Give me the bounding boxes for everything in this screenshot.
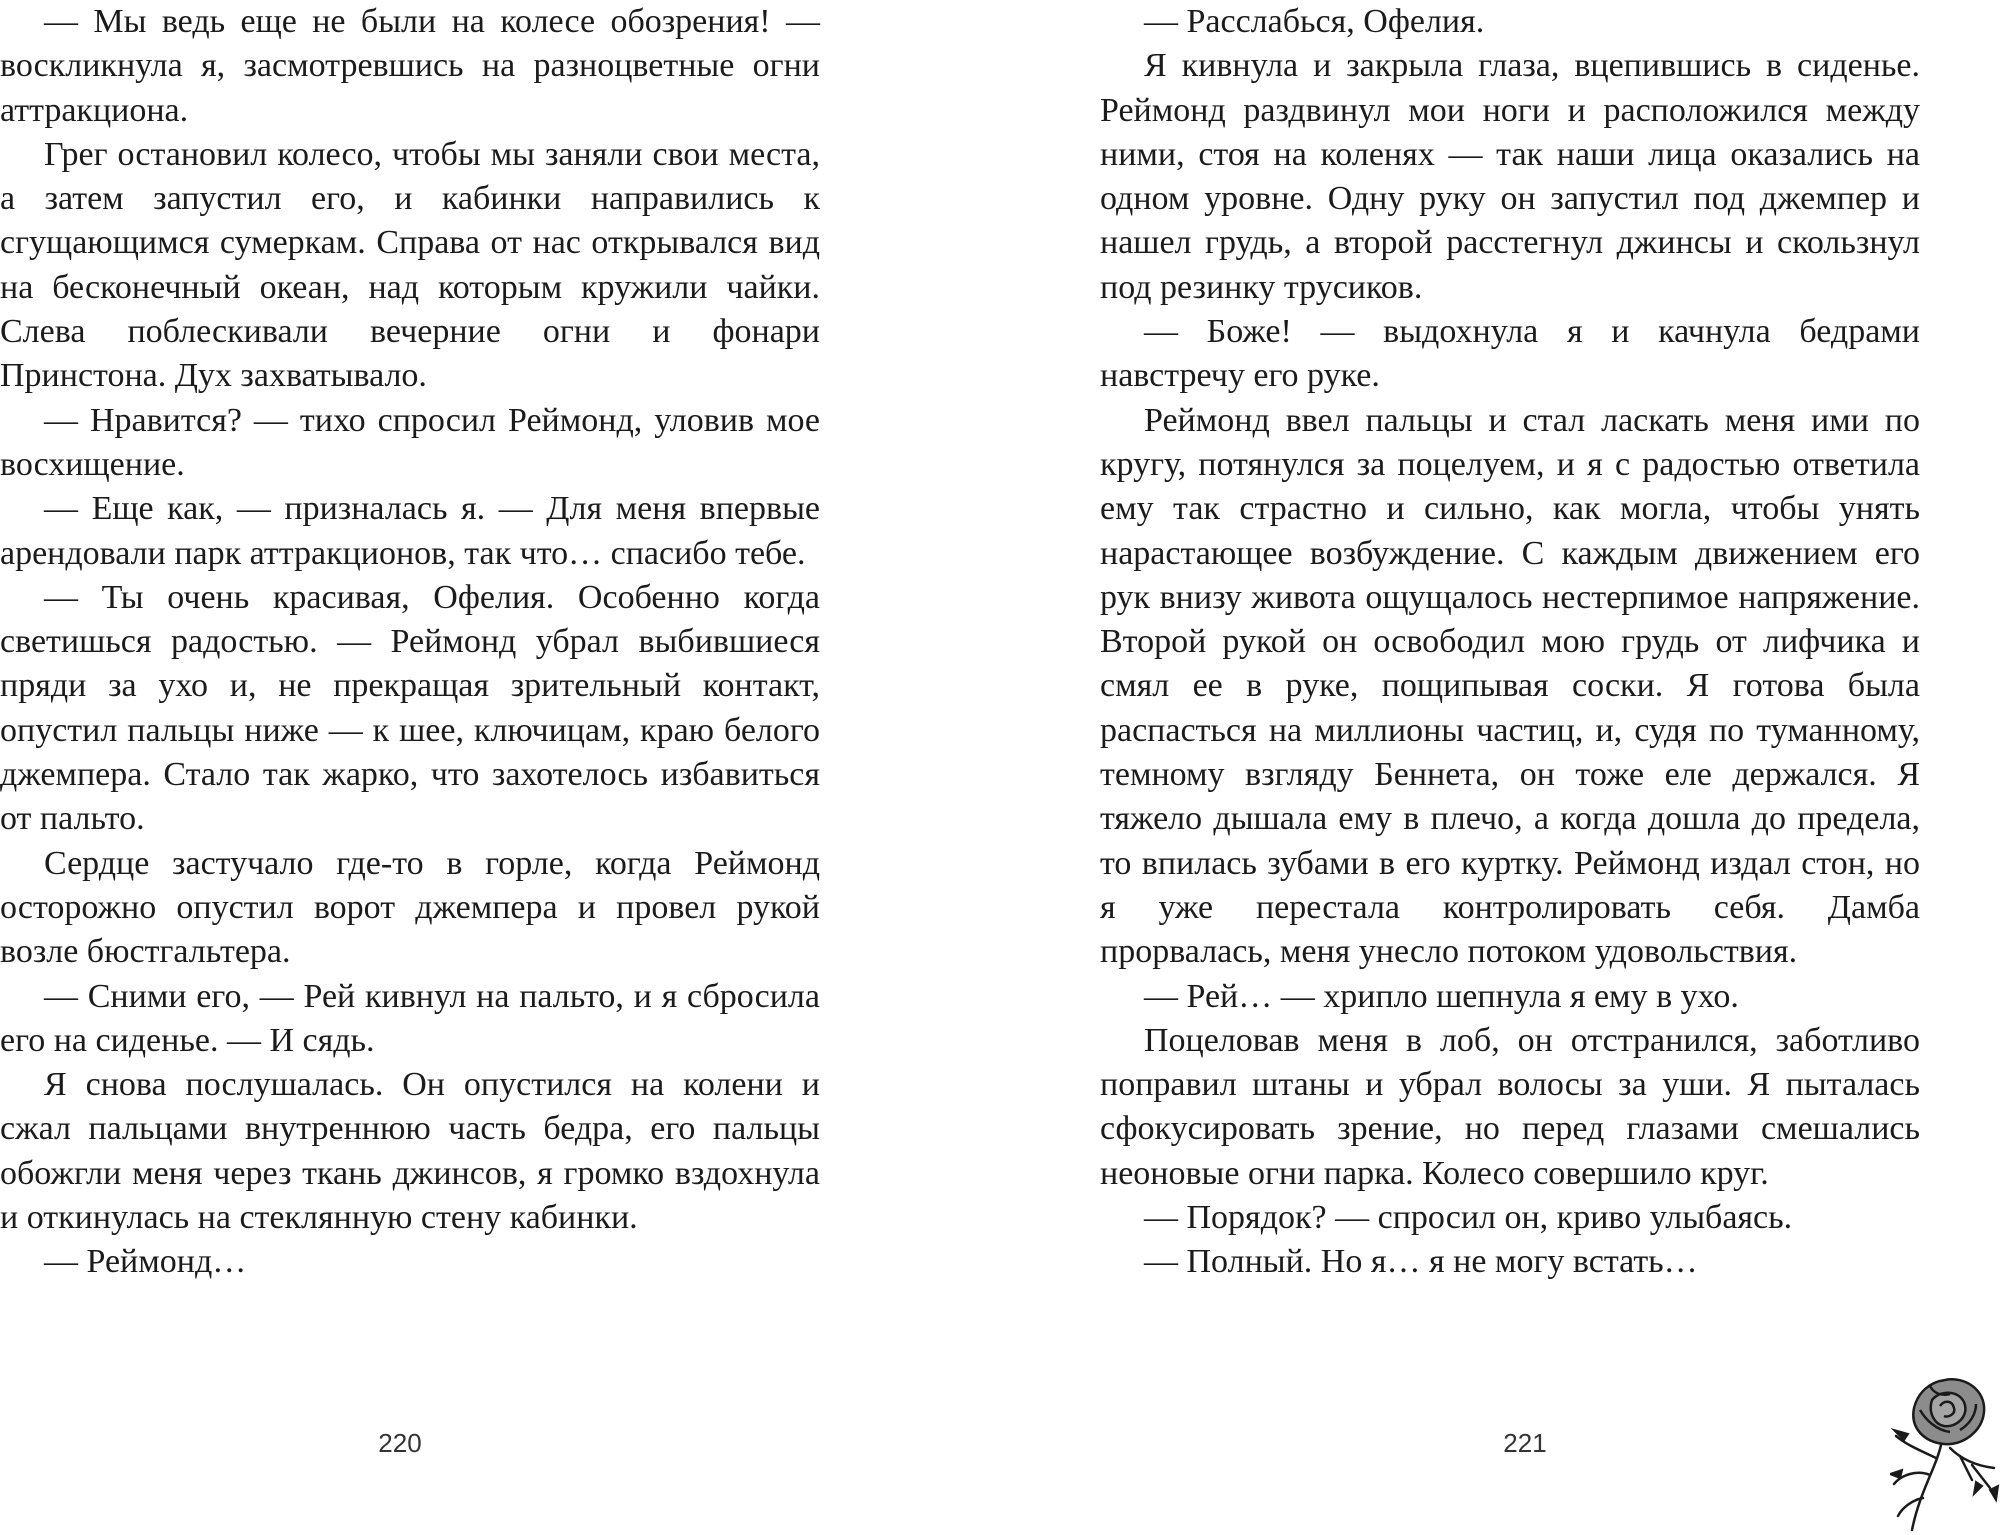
- paragraph: — Еще как, — призналась я. — Для меня впервые арендовали парк аттракционов, так что… спасибо тебе.: [0, 490, 820, 572]
- paragraph: — Порядок? — спросил он, криво улыбаясь.: [1144, 1199, 1793, 1237]
- right-page: [1100, 0, 1920, 1458]
- paragraph: — Сними его, — Рей кивнул на пальто, и я сбросила его на сиденье. — И сядь.: [0, 977, 820, 1059]
- paragraph: Грег остановил колесо, чтобы мы заняли свои места, а затем запустил его, и кабинки направились к сгущающимся сумеркам. Справа от нас открывался вид на бесконечный океан, над которым кружили чайки. Слева поблескивали вечерние огни и фонари Принстона. Дух захватывало.: [0, 135, 820, 395]
- paragraph: — Реймонд…: [44, 1243, 247, 1281]
- paragraph: Я кивнула и закрыла глаза, вцепившись в сиденье. Реймонд раздвинул мои ноги и расположился между ними, стоя на коленях — так наши лица оказались на одном уровне. Одну руку он запустил под джемпер и нашел грудь, а второй расстегнул джинсы и скользнул под резинку трусиков.: [1100, 47, 1920, 306]
- paragraph: — Ты очень красивая, Офелия. Особенно когда светишься радостью. — Реймонд убрал выбившиеся пряди за ухо и, не прекращая зрительный контакт, опустил пальцы ниже — к шее, ключицам, краю белого джемпера. Стало так жарко, что захотелось избавиться от пальто.: [0, 578, 820, 838]
- paragraph: Я снова послушалась. Он опустился на колени и сжал пальцами внутреннюю часть бедра, его пальцы обожгли меня через ткань джинсов, я громко вздохнула и откинулась на стеклянную стену кабинки.: [0, 1066, 820, 1237]
- paragraph: — Нравится? — тихо спросил Реймонд, уловив мое восхищение.: [0, 401, 820, 483]
- page-number: 220: [378, 1428, 422, 1458]
- paragraph: — Расслабься, Офелия.: [1144, 3, 1485, 40]
- left-page-text: [0, 0, 820, 1285]
- right-page-text: [1100, 0, 1920, 1285]
- left-page: [0, 0, 820, 1458]
- paragraph: — Мы ведь еще не были на колесе обозрения! — воскликнула я, засмотревшись на разноцветные огни аттракциона.: [0, 3, 820, 129]
- paragraph: Поцеловав меня в лоб, он отстранился, заботливо поправил штаны и убрал волосы за уши. Я пыталась сфокусировать зрение, но перед глазами смешались неоновые огни парка. Колесо совершило круг.: [1100, 1021, 1920, 1192]
- paragraph: — Полный. Но я… я не могу встать…: [1144, 1243, 1698, 1281]
- page-number: 221: [1503, 1428, 1547, 1458]
- paragraph: — Боже! — выдохнула я и качнула бедрами навстречу его руке.: [1100, 313, 1920, 395]
- rose-icon: [1890, 1370, 2000, 1535]
- paragraph: — Рей… — хрипло шепнула я ему в ухо.: [1144, 977, 1739, 1015]
- paragraph: Сердце застучало где-то в горле, когда Реймонд осторожно опустил ворот джемпера и провел рукой возле бюстгальтера.: [0, 844, 820, 971]
- paragraph: Реймонд ввел пальцы и стал ласкать меня ими по кругу, потянулся за поцелуем, и я с радостью ответила ему так страстно и сильно, как могла, чтобы унять нарастающее возбуждение. С каждым движением его рук внизу живота ощущалось нестерпимое напряжение. Второй рукой он освободил мою грудь от лифчика и смял ее в руке, пощипывая соски. Я готова была распасться на миллионы частиц, и, судя по туманному, темному взгляду Беннета, он тоже еле держался. Я тяжело дышала ему в плечо, а когда дошла до предела, то впилась зубами в его куртку. Реймонд издал стон, но я уже перестала контролировать себя. Дамба прорвалась, меня унесло потоком удовольствия.: [1100, 401, 1920, 971]
